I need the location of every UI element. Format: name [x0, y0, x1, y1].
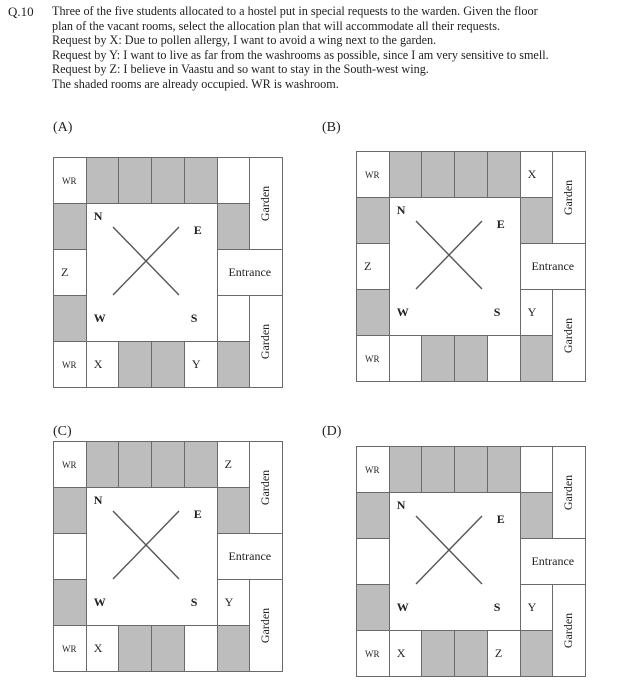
room-cell-occupied — [217, 625, 251, 672]
room-cell-occupied — [454, 335, 488, 382]
room-cell-occupied — [118, 341, 152, 388]
student-label: Z — [224, 457, 232, 471]
garden — [249, 579, 283, 672]
student-label: X — [396, 646, 406, 660]
room-cell — [356, 243, 390, 290]
student-label: Z — [494, 646, 503, 660]
direction-w: W — [93, 311, 106, 325]
washroom-label: WR — [365, 169, 380, 180]
student-label: Z — [61, 265, 69, 279]
question-note: The shaded rooms are already occupied. WR is washroom. — [52, 76, 339, 91]
room-cell-occupied — [421, 446, 455, 493]
student-label: Y — [224, 595, 234, 609]
option-label-c[interactable]: (C) — [53, 424, 72, 439]
room-cell-occupied — [184, 157, 218, 204]
entrance — [217, 249, 283, 296]
room-cell — [356, 151, 390, 198]
room-cell-occupied — [454, 446, 488, 493]
room-cell — [217, 157, 251, 204]
room-cell-occupied — [356, 584, 390, 631]
room-cell — [53, 625, 87, 672]
garden — [249, 157, 283, 250]
entrance-label: Entrance — [228, 265, 272, 279]
room-cell-occupied — [421, 151, 455, 198]
room-cell — [217, 441, 251, 488]
room-cell — [53, 157, 87, 204]
room-cell — [217, 295, 251, 342]
floor-plan-c — [53, 441, 282, 671]
request-z: Request by Z: I believe in Vaastu and so want to stay in the South-west wing. — [52, 62, 429, 77]
room-cell-occupied — [53, 579, 87, 626]
direction-e: E — [496, 512, 505, 526]
room-cell — [86, 625, 120, 672]
room-cell-occupied — [184, 441, 218, 488]
room-cell-occupied — [454, 151, 488, 198]
student-label: Y — [527, 305, 537, 319]
room-cell-occupied — [520, 492, 554, 539]
garden — [552, 584, 586, 677]
room-cell — [389, 335, 423, 382]
room-cell-occupied — [151, 341, 185, 388]
room-cell — [520, 446, 554, 493]
question-text — [52, 4, 624, 92]
entrance — [217, 533, 283, 580]
room-cell-occupied — [118, 441, 152, 488]
direction-n: N — [396, 203, 406, 217]
room-cell — [53, 249, 87, 296]
floor-plan-d — [356, 446, 585, 676]
entrance-label: Entrance — [531, 554, 575, 568]
option-label-a[interactable]: (A) — [53, 120, 73, 135]
room-cell-occupied — [421, 335, 455, 382]
room-cell-occupied — [151, 625, 185, 672]
student-label: X — [93, 357, 103, 371]
direction-s: S — [493, 600, 501, 614]
room-cell-occupied — [86, 157, 120, 204]
room-cell-occupied — [118, 625, 152, 672]
room-cell-occupied — [487, 151, 521, 198]
room-cell-occupied — [389, 446, 423, 493]
garden-label: Garden — [561, 317, 576, 354]
garden-label: Garden — [258, 469, 273, 506]
question-number: Q.10 — [8, 4, 34, 19]
direction-s: S — [190, 595, 198, 609]
room-cell-occupied — [520, 630, 554, 677]
washroom-label: WR — [365, 353, 380, 364]
compass-icon — [414, 514, 484, 586]
garden-label: Garden — [258, 607, 273, 644]
garden — [249, 441, 283, 534]
room-cell-occupied — [454, 630, 488, 677]
garden-label: Garden — [561, 474, 576, 511]
compass-icon — [111, 509, 181, 581]
garden-label: Garden — [258, 185, 273, 222]
request-x: Request by X: Due to pollen allergy, I want to avoid a wing next to the garden. — [52, 33, 437, 48]
floor-plan-a — [53, 157, 282, 387]
question-line: plan of the vacant rooms, select the allocation plan that will accommodate all their requests. — [52, 18, 501, 33]
room-cell-occupied — [356, 492, 390, 539]
direction-n: N — [396, 498, 406, 512]
entrance — [520, 538, 586, 585]
room-cell-occupied — [217, 487, 251, 534]
room-cell — [184, 625, 218, 672]
room-cell-occupied — [151, 157, 185, 204]
room-cell-occupied — [53, 203, 87, 250]
room-cell — [487, 630, 521, 677]
garden-label: Garden — [258, 323, 273, 360]
room-cell — [53, 533, 87, 580]
room-cell-occupied — [217, 341, 251, 388]
direction-n: N — [93, 209, 103, 223]
direction-e: E — [193, 223, 202, 237]
garden — [552, 446, 586, 539]
entrance — [520, 243, 586, 290]
garden — [552, 289, 586, 382]
room-cell-occupied — [217, 203, 251, 250]
washroom-label: WR — [62, 359, 77, 370]
compass-icon — [414, 219, 484, 291]
room-cell-occupied — [389, 151, 423, 198]
direction-w: W — [93, 595, 106, 609]
room-cell-occupied — [151, 441, 185, 488]
student-label: X — [93, 641, 103, 655]
student-label: Z — [364, 259, 372, 273]
room-cell-occupied — [487, 446, 521, 493]
entrance-label: Entrance — [228, 549, 272, 563]
garden-label: Garden — [561, 179, 576, 216]
room-cell — [520, 289, 554, 336]
room-cell-occupied — [421, 630, 455, 677]
direction-e: E — [496, 217, 505, 231]
room-cell — [487, 335, 521, 382]
room-cell — [520, 584, 554, 631]
room-cell-occupied — [520, 197, 554, 244]
room-cell — [184, 341, 218, 388]
room-cell-occupied — [86, 441, 120, 488]
garden — [249, 295, 283, 388]
room-cell — [356, 630, 390, 677]
room-cell — [520, 151, 554, 198]
direction-e: E — [193, 507, 202, 521]
room-cell-occupied — [53, 295, 87, 342]
direction-n: N — [93, 493, 103, 507]
direction-s: S — [190, 311, 198, 325]
garden — [552, 151, 586, 244]
direction-s: S — [493, 305, 501, 319]
garden-label: Garden — [561, 612, 576, 649]
option-label-d[interactable]: (D) — [322, 424, 342, 439]
room-cell — [217, 579, 251, 626]
request-y: Request by Y: I want to live as far from the washrooms as possible, since I am very sensitive to smell. — [52, 47, 549, 62]
washroom-label: WR — [62, 643, 77, 654]
student-label: X — [527, 167, 537, 181]
direction-w: W — [396, 600, 409, 614]
room-cell — [389, 630, 423, 677]
room-cell-occupied — [520, 335, 554, 382]
compass-icon — [111, 225, 181, 297]
room-cell-occupied — [53, 487, 87, 534]
washroom-label: WR — [62, 175, 77, 186]
option-label-b[interactable]: (B) — [322, 120, 341, 135]
room-cell — [356, 335, 390, 382]
room-cell-occupied — [356, 289, 390, 336]
washroom-label: WR — [365, 464, 380, 475]
student-label: Y — [191, 357, 201, 371]
room-cell-occupied — [356, 197, 390, 244]
room-cell — [356, 446, 390, 493]
room-cell — [86, 341, 120, 388]
entrance-label: Entrance — [531, 259, 575, 273]
room-cell — [53, 341, 87, 388]
room-cell — [356, 538, 390, 585]
washroom-label: WR — [365, 648, 380, 659]
room-cell-occupied — [118, 157, 152, 204]
room-cell — [53, 441, 87, 488]
student-label: Y — [527, 600, 537, 614]
question-line: Three of the five students allocated to a hostel put in special requests to the warden. Given the floor — [52, 4, 538, 18]
floor-plan-b — [356, 151, 585, 381]
washroom-label: WR — [62, 459, 77, 470]
direction-w: W — [396, 305, 409, 319]
